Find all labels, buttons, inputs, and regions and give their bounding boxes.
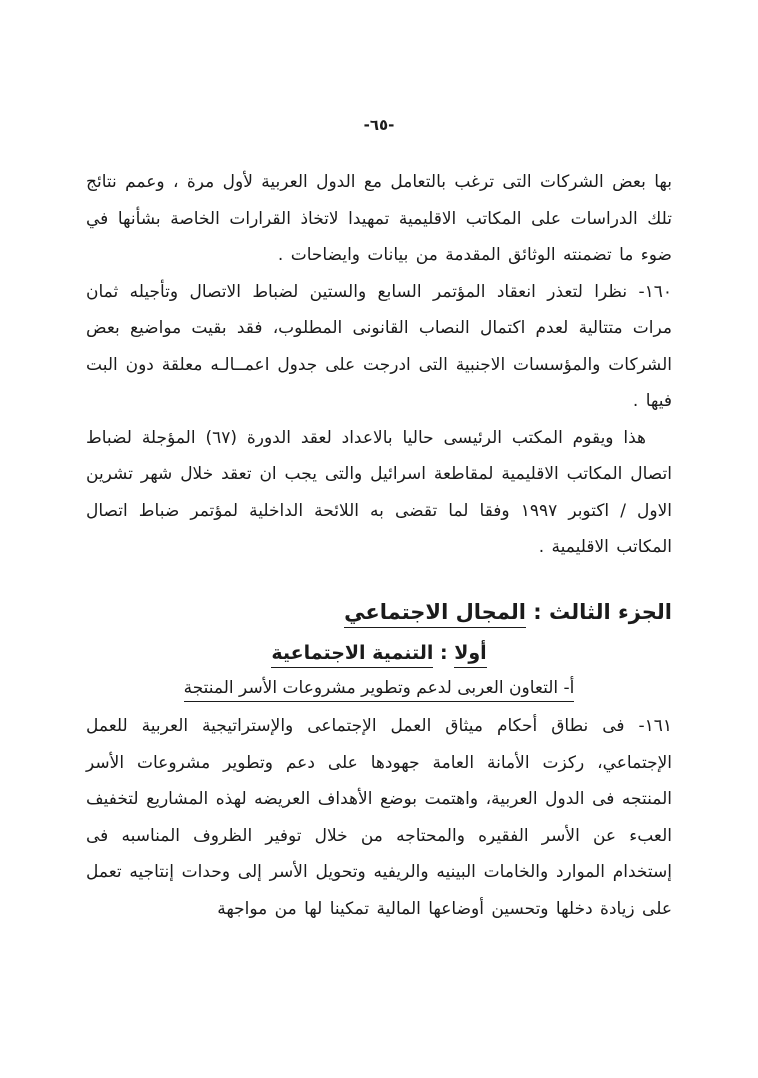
subsection-a-title: أ- التعاون العربى لدعم وتطوير مشروعات الأسر المنتجة — [184, 678, 575, 702]
first-section-separator: : — [433, 642, 455, 665]
part-three-label: الجزء الثالث : — [525, 600, 672, 625]
first-section-label: أولا — [454, 642, 486, 668]
page-number: -٦٥- — [363, 116, 395, 134]
items-block — [86, 708, 672, 927]
section-headings — [86, 600, 672, 698]
part-three-title: المجال الاجتماعي — [344, 600, 526, 628]
paragraph-item-160: ١٦٠- نظرا لتعذر انعقاد المؤتمر السابع والستين لضباط الاتصال وتأجيله ثمان مرات متتالية لعدم اكتمال النصاب القانونى المطلوب، فقد بقيت مواضيع بعض الشركات والمؤسسات الاجنبية التى ادرجت على جدول اعمــالـه معلقة دون البت فيها . — [86, 281, 672, 412]
first-section-heading — [86, 642, 672, 664]
part-three-heading — [86, 600, 672, 624]
subsection-a-heading — [86, 678, 672, 698]
paragraph-office-preparation: هذا ويقوم المكتب الرئيسى حاليا بالاعداد لعقد الدورة (٦٧) المؤجلة لضباط اتصال المكاتب الاقليمية لمقاطعة اسرائيل والتى يجب ان تعقد خلال شهر تشرين الاول / اكتوبر ١٩٩٧ وفقا لما تقضى به اللائحة الداخلية لمؤتمر ضباط اتصال المكاتب الاقليمية . — [86, 427, 672, 558]
first-section-title: التنمية الاجتماعية — [271, 642, 433, 668]
paragraph-item-161: ١٦١- فى نطاق أحكام ميثاق العمل الإجتماعى والإستراتيجية العربية للعمل الإجتماعي، ركزت الأمانة العامة جهودها على دعم وتطوير مشروعات الأسر المنتجه فى الدول العربية، واهتمت بوضع الأهداف العريضه لهذه المشاريع لتخفيف العبء عن الأسر الفقيره والمحتاجه من خلال توفير الظروف المناسبه فى إستخدام الموارد والخامات البينيه والريفيه وتحويل الأسر إلى وحدات إنتاجيه تعمل على زيادة دخلها وتحسين أوضاعها المالية تمكينا لها من مواجهة — [86, 716, 672, 919]
paragraph-continuation: بها بعض الشركات التى ترغب بالتعامل مع الدول العربية لأول مرة ، وعمم نتائج تلك الدراسات على المكاتب الاقليمية تمهيدا لاتخاذ القرارات الخاصة بشأنها في ضوء ما تضمنته الوثائق المقدمة من بيانات وايضاحات . — [86, 172, 672, 266]
